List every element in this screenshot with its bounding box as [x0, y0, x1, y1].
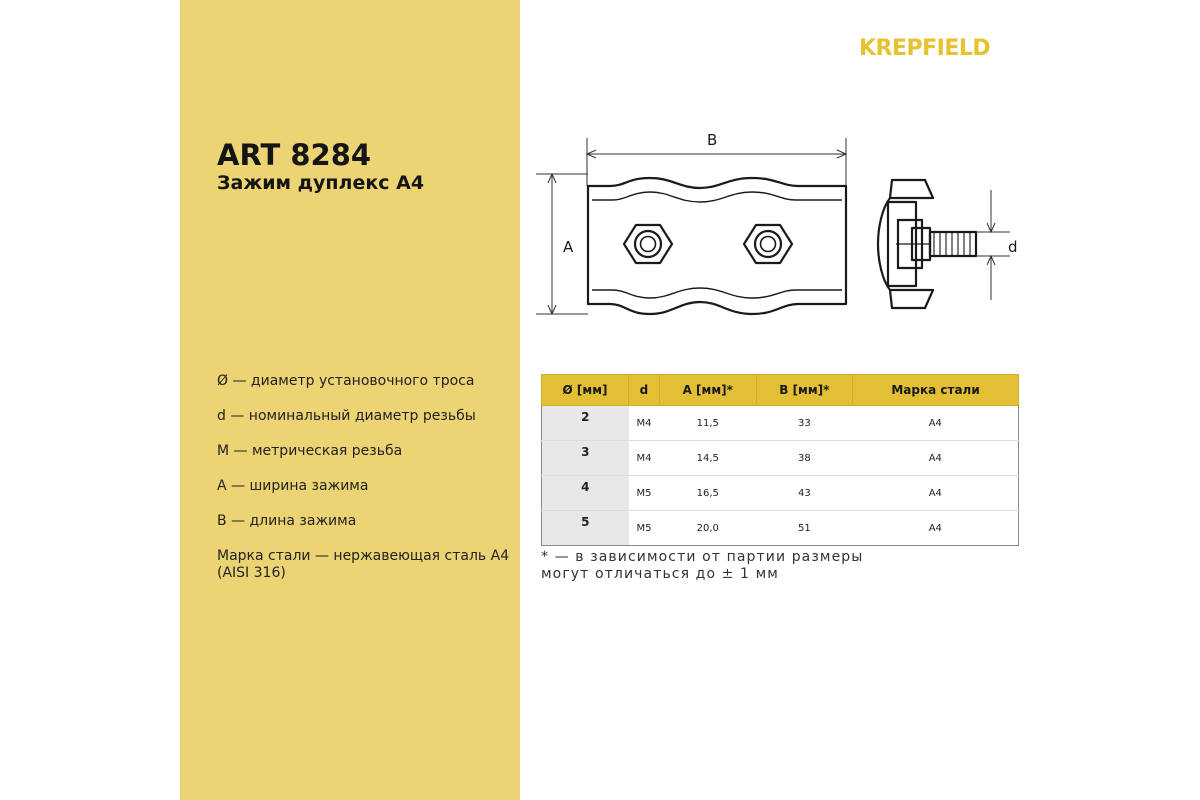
legend-item: d — номинальный диаметр резьбы: [217, 408, 476, 424]
cell-diameter: 5: [542, 511, 629, 546]
cell-width-a: 16,5: [659, 476, 756, 511]
cell-length-b: 51: [756, 511, 852, 546]
clamp-side-view: [878, 180, 976, 308]
column-header: A [мм]*: [659, 375, 756, 406]
dimension-b-label: B: [707, 131, 718, 149]
cell-thread: M4: [629, 406, 660, 441]
dimension-a: [536, 174, 588, 314]
legend-item: М — метрическая резьба: [217, 443, 403, 459]
column-header: Марка стали: [853, 375, 1019, 406]
cell-thread: M5: [629, 476, 660, 511]
column-header: Ø [мм]: [542, 375, 629, 406]
column-header: d: [629, 375, 660, 406]
cell-steel-grade: A4: [853, 406, 1019, 441]
cell-length-b: 38: [756, 441, 852, 476]
cell-thread: M4: [629, 441, 660, 476]
specifications-table: [541, 374, 1019, 546]
brand-logo: KREPFIELD: [859, 36, 991, 61]
cell-length-b: 33: [756, 406, 852, 441]
cell-diameter: 3: [542, 441, 629, 476]
table-row: [542, 441, 1019, 476]
cell-steel-grade: A4: [853, 476, 1019, 511]
table-row: [542, 476, 1019, 511]
cell-thread: M5: [629, 511, 660, 546]
dimension-d-label: d: [1008, 238, 1018, 256]
cell-width-a: 14,5: [659, 441, 756, 476]
cell-diameter: 4: [542, 476, 629, 511]
legend-item: Марка стали — нержавеющая сталь А4 (AISI 316): [217, 548, 510, 581]
legend-list: [217, 373, 512, 582]
dimension-a-label: A: [563, 238, 574, 256]
clamp-technical-drawing: [530, 128, 1030, 328]
table-row: [542, 511, 1019, 546]
legend-item: Ø — диаметр установочного троса: [217, 373, 475, 389]
cell-width-a: 11,5: [659, 406, 756, 441]
cell-width-a: 20,0: [659, 511, 756, 546]
footnote-line: могут отличаться до ± 1 мм: [541, 566, 779, 582]
cell-steel-grade: A4: [853, 511, 1019, 546]
table-header-row: [542, 375, 1019, 406]
cell-diameter: 2: [542, 406, 629, 441]
column-header: B [мм]*: [756, 375, 852, 406]
product-name: Зажим дуплекс А4: [217, 172, 425, 194]
legend-item: В — длина зажима: [217, 513, 357, 529]
dimension-d: [976, 190, 1010, 300]
cell-steel-grade: A4: [853, 441, 1019, 476]
clamp-front-view: [588, 178, 846, 314]
footnote: [541, 549, 863, 583]
product-article: ART 8284: [217, 138, 372, 172]
cell-length-b: 43: [756, 476, 852, 511]
table-row: [542, 406, 1019, 441]
footnote-line: * — в зависимости от партии размеры: [541, 549, 864, 565]
legend-item: А — ширина зажима: [217, 478, 369, 494]
